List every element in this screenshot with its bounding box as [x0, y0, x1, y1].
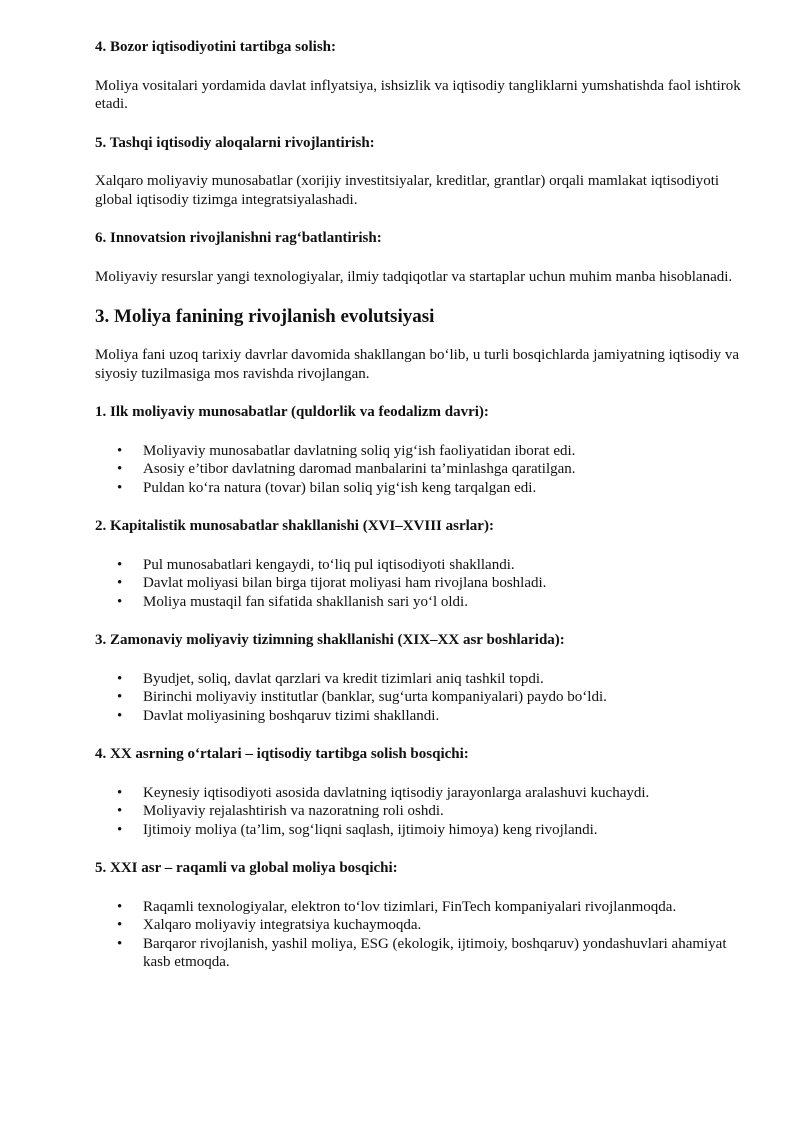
- list-item-text: Xalqaro moliyaviy integratsiya kuchaymoqda.: [143, 917, 422, 933]
- list-item: [95, 821, 745, 840]
- list-item-text: Davlat moliyasi bilan birga tijorat moliyasi ham rivojlana boshladi.: [143, 575, 547, 591]
- paragraph: Moliyaviy resurslar yangi texnologiyalar, ilmiy tadqiqotlar va startaplar uchun muhim manba hisoblanadi.: [95, 268, 733, 285]
- list-item-text: Asosiy e’tibor davlatning daromad manbalarini ta’minlashga qaratilgan.: [143, 461, 576, 477]
- list-item: [95, 479, 745, 498]
- subsection-heading: 4. XX asrning o‘rtalari – iqtisodiy tartibga solish bosqichi:: [95, 746, 469, 762]
- list-item: [95, 935, 745, 972]
- list-item-text: Ijtimoiy moliya (ta’lim, sog‘liqni saqlash, ijtimoiy himoya) keng rivojlandi.: [143, 821, 598, 838]
- bullet-icon: •: [117, 479, 123, 496]
- bullet-icon: •: [117, 935, 123, 952]
- bullet-icon: •: [117, 821, 123, 838]
- paragraph: Moliya fani uzoq tarixiy davrlar davomida shakllangan bo‘lib, u turli bosqichlarda jamiyatning iqtisodiy va siyosiy tuzilmasiga mos ravishda rivojlangan.: [95, 347, 740, 382]
- subsection-heading: 2. Kapitalistik munosabatlar shakllanishi (XVI–XVIII asrlar):: [95, 518, 494, 534]
- bullet-icon: •: [117, 707, 123, 724]
- section-heading: 3. Moliya fanining rivojlanish evolutsiyasi: [95, 306, 435, 327]
- bullet-icon: •: [117, 442, 123, 459]
- list-item: [95, 784, 745, 803]
- list-item-text: Barqaror rivojlanish, yashil moliya, ESG (ekologik, ijtimoiy, boshqaruv) yondashuvlari ahamiyat kasb etmoqda.: [143, 935, 727, 970]
- list-item: [95, 442, 745, 461]
- list-item: [95, 802, 745, 821]
- list-item-text: Pul munosabatlari kengaydi, to‘liq pul iqtisodiyoti shakllandi.: [143, 556, 515, 573]
- list-item-text: Moliya mustaqil fan sifatida shakllanish sari yo‘l oldi.: [143, 593, 468, 610]
- list-item: [95, 688, 745, 707]
- list-item: [95, 556, 745, 575]
- bullet-icon: •: [117, 898, 123, 915]
- bullet-icon: •: [117, 593, 123, 610]
- bullet-icon: •: [117, 803, 123, 819]
- bullet-icon: •: [117, 670, 123, 687]
- bullet-icon: •: [117, 575, 123, 591]
- bullet-icon: •: [117, 461, 123, 477]
- list-item: [95, 707, 745, 726]
- subsection-heading: 6. Innovatsion rivojlanishni rag‘batlantirish:: [95, 230, 382, 246]
- subsection-heading: 4. Bozor iqtisodiyotini tartibga solish:: [95, 39, 336, 55]
- bullet-list: [95, 898, 745, 972]
- list-item-text: Moliyaviy rejalashtirish va nazoratning roli oshdi.: [143, 803, 444, 819]
- list-item: [95, 460, 745, 479]
- bullet-icon: •: [117, 784, 123, 801]
- bullet-icon: •: [117, 917, 123, 933]
- list-item-text: Birinchi moliyaviy institutlar (banklar, sug‘urta kompaniyalari) paydo bo‘ldi.: [143, 689, 607, 705]
- bullet-icon: •: [117, 556, 123, 573]
- subsection-heading: 5. Tashqi iqtisodiy aloqalarni rivojlantirish:: [95, 134, 375, 151]
- list-item: [95, 670, 745, 689]
- list-item-text: Byudjet, soliq, davlat qarzlari va kredit tizimlari aniq tashkil topdi.: [143, 670, 544, 687]
- list-item: [95, 574, 745, 593]
- list-item: [95, 898, 745, 917]
- paragraph: Moliya vositalari yordamida davlat inflyatsiya, ishsizlik va iqtisodiy tangliklarni yumshatishda faol ishtirok etadi.: [95, 77, 741, 112]
- bullet-list: [95, 670, 745, 726]
- list-item-text: Davlat moliyasining boshqaruv tizimi shakllandi.: [143, 707, 440, 724]
- subsection-heading: 5. XXI asr – raqamli va global moliya bosqichi:: [95, 860, 398, 876]
- list-item-text: Moliyaviy munosabatlar davlatning soliq yig‘ish faoliyatidan iborat edi.: [143, 442, 576, 459]
- list-item-text: Keynesiy iqtisodiyoti asosida davlatning iqtisodiy jarayonlarga aralashuvi kuchaydi.: [143, 784, 650, 801]
- bullet-icon: •: [117, 689, 123, 705]
- list-item-text: Puldan ko‘ra natura (tovar) bilan soliq yig‘ish keng tarqalgan edi.: [143, 479, 537, 496]
- list-item-text: Raqamli texnologiyalar, elektron to‘lov tizimlari, FinTech kompaniyalari rivojlanmoqda.: [143, 898, 677, 915]
- bullet-list: [95, 784, 745, 840]
- bullet-list: [95, 442, 745, 498]
- document-page: [95, 38, 745, 972]
- list-item: [95, 593, 745, 612]
- paragraph: Xalqaro moliyaviy munosabatlar (xorijiy investitsiyalar, kreditlar, grantlar) orqali mamlakat iqtisodiyoti global iqtisodiy tizimga integratsiyalashadi.: [95, 173, 720, 208]
- subsection-heading: 3. Zamonaviy moliyaviy tizimning shakllanishi (XIX–XX asr boshlarida):: [95, 632, 565, 648]
- subsection-heading: 1. Ilk moliyaviy munosabatlar (quldorlik va feodalizm davri):: [95, 404, 489, 420]
- bullet-list: [95, 556, 745, 612]
- list-item: [95, 916, 745, 935]
